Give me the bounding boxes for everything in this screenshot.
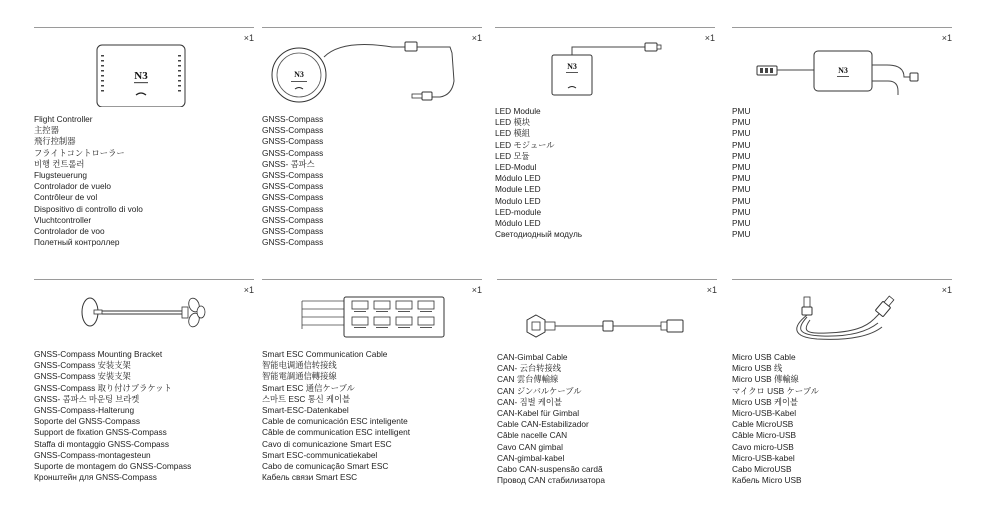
name-list: CAN-Gimbal Cable CAN- 云台转接线 CAN 雲台傳輸線 CAN ジンバルケーブル CAN- 짐벌 케이블 CAN-Kabel für Gimbal Cable CAN-Estabilizador Câble nacelle CAN Cavo CAN gimbal CAN-gimbal-kabel Cabo CAN-suspensão cardã Провод CAN стабилизатора: [497, 352, 606, 486]
quantity: ×1: [704, 33, 715, 43]
quantity: ×1: [941, 285, 952, 295]
divider: [262, 27, 482, 28]
name-list: Flight Controller 主控器 飛行控制器 フライトコントローラー 비행 컨트롤러 Flugsteuerung Controlador de vuelo Contrôleur de vol Dispositivo di controllo di volo Vluchtcontroller Controlador de voo Полетный контроллер: [34, 114, 143, 248]
pmu-illustration: [732, 35, 952, 107]
quantity: ×1: [706, 285, 717, 295]
name-list: Smart ESC Communication Cable 智能电调通信转接线 智能電調通信轉接線 Smart ESC 通信ケーブル 스마트 ESC 통신 케이블 Smart-ESC-Datenkabel Cable de comunicación ESC inteligente Câble de communication ESC intelligent Cavo di comunicazione Smart ESC Smart ESC-communicatiekabel Cabo de comunicação Smart ESC Кабель связи Smart ESC: [262, 349, 411, 483]
quantity: ×1: [243, 33, 254, 43]
micro-usb-cable-illustration: [732, 287, 952, 359]
divider: [262, 279, 482, 280]
divider: [732, 279, 952, 280]
pmu-logo: N3: [838, 66, 848, 75]
name-list: PMU PMU PMU PMU PMU PMU PMU PMU PMU PMU PMU PMU: [732, 106, 751, 240]
name-list: GNSS-Compass GNSS-Compass GNSS-Compass GNSS-Compass GNSS- 콤파스 GNSS-Compass GNSS-Compass GNSS-Compass GNSS-Compass GNSS-Compass GNSS-Compass GNSS-Compass: [262, 114, 324, 248]
divider: [34, 27, 254, 28]
quantity: ×1: [941, 33, 952, 43]
name-list: LED Module LED 模块 LED 模組 LED モジュール LED 모듈 LED-Modul Módulo LED Module LED Modulo LED LED-module Módulo LED Светодиодный модуль: [495, 106, 583, 240]
divider: [497, 279, 717, 280]
quantity: ×1: [471, 33, 482, 43]
gnss-logo: N3: [294, 70, 304, 79]
divider: [495, 27, 715, 28]
name-list: Micro USB Cable Micro USB 线 Micro USB 傳輸線 マイクロ USB ケーブル Micro USB 케이블 Micro-USB-Kabel Cable MicroUSB Câble Micro-USB Cavo micro-USB Micro-USB-kabel Cabo MicroUSB Кабель Micro USB: [732, 352, 819, 486]
fc-logo: N3: [134, 70, 148, 82]
divider: [34, 279, 254, 280]
quantity: ×1: [243, 285, 254, 295]
divider: [732, 27, 952, 28]
quantity: ×1: [471, 285, 482, 295]
name-list: GNSS-Compass Mounting Bracket GNSS-Compass 安装支架 GNSS-Compass 安裝支架 GNSS-Compass 取り付けブラケット GNSS- 콤파스 마운팅 브라켓 GNSS-Compass-Halterung Soporte del GNSS-Compass Support de fixation GNSS-Compass Staffa di montaggio GNSS-Compass GNSS-Compass-montagesteun Suporte de montagem do GNSS-Compass Кронштейн для GNSS-Compass: [34, 349, 192, 483]
can-gimbal-cable-illustration: [497, 287, 717, 359]
flight-controller-illustration: [34, 35, 254, 107]
led-logo: N3: [567, 62, 577, 71]
led-module-illustration: [495, 35, 715, 107]
gnss-compass-illustration: [262, 35, 482, 107]
